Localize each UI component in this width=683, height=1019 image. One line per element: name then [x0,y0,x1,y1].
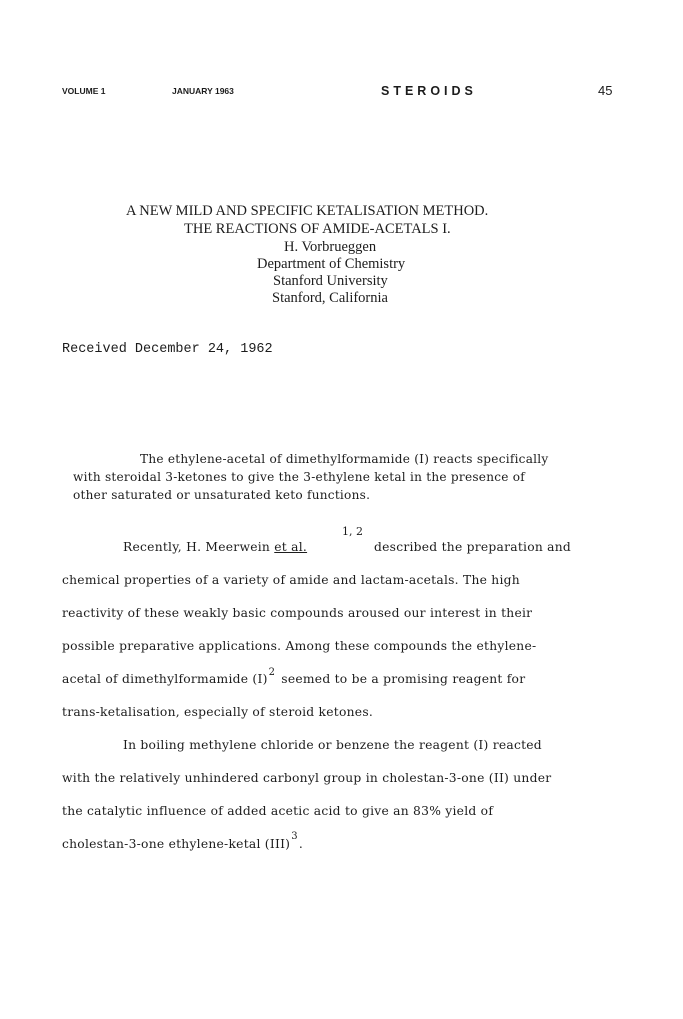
body-line-5 [62,667,526,686]
body-line-6: trans-ketalisation, especially of steroid ketones. [62,705,374,719]
citation-superscript-3: 3 [291,831,298,842]
body-line-10-text-a: cholestan-3-one ethylene-ketal (III) [62,837,291,851]
body-line-4: possible preparative applications. Among these compounds the ethylene- [62,639,537,653]
issue-date: JANUARY 1963 [172,86,234,96]
body-line-1-tail: described the preparation and [374,540,572,554]
body-line-9: the catalytic influence of added acetic acid to give an 83% yield of [62,804,494,818]
author-department: Department of Chemistry [257,256,406,272]
author-location: Stanford, California [272,290,388,306]
citation-superscript: 1, 2 [342,525,363,538]
author-university: Stanford University [273,273,388,289]
abstract-line-2: with steroidal 3-ketones to give the 3-ethylene ketal in the presence of [73,470,526,484]
body-line-5-text-a: acetal of dimethylformamide (I) [62,672,268,686]
body-line-5-text-b: seemed to be a promising reagent for [281,672,526,686]
abstract-line-3: other saturated or unsaturated keto functions. [73,488,371,502]
body-line-10-period: . [298,837,304,851]
citation-superscript-2: 2 [268,667,276,678]
body-line-1 [123,540,307,554]
body-line-3: reactivity of these weakly basic compounds aroused our interest in their [62,606,533,620]
received-date: Received December 24, 1962 [62,342,273,357]
abstract-line-1: The ethylene-acetal of dimethylformamide (I) reacts specifically [140,452,549,466]
body-line-7: In boiling methylene chloride or benzene the reagent (I) reacted [123,738,542,752]
body-line-2: chemical properties of a variety of amide and lactam-acetals. The high [62,573,520,587]
journal-name: STEROIDS [381,84,477,98]
body-line-1-text-a: Recently, H. Meerwein [123,540,275,554]
author-name: H. Vorbrueggen [284,239,377,255]
body-line-8: with the relatively unhindered carbonyl group in cholestan-3-one (II) under [62,771,552,785]
body-line-10 [62,831,304,851]
volume-label: VOLUME 1 [62,86,106,96]
page-number: 45 [598,83,613,98]
article-title-line-2: THE REACTIONS OF AMIDE-ACETALS I. [184,221,451,237]
et-al-text: et al. [274,540,308,554]
article-title-line-1: A NEW MILD AND SPECIFIC KETALISATION METHOD. [126,203,489,219]
